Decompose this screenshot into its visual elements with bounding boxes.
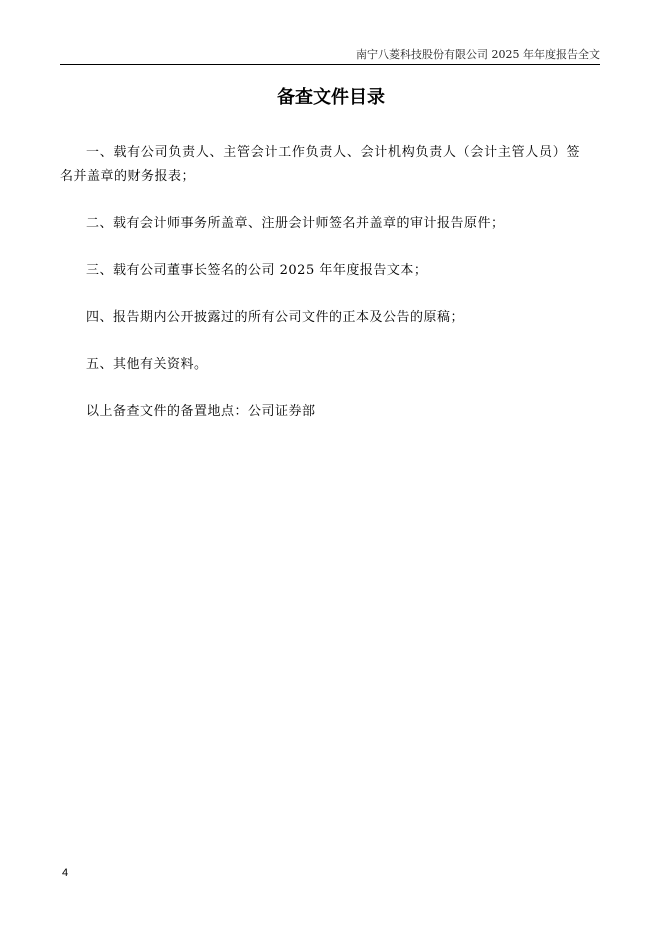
list-item: 五、其他有关资料。 xyxy=(86,357,208,372)
list-item: 四、报告期内公开披露过的所有公司文件的正本及公告的原稿； xyxy=(86,310,465,325)
page-header: 南宁八菱科技股份有限公司 2025 年年度报告全文 xyxy=(60,48,600,65)
document-title: 备查文件目录 xyxy=(277,87,385,108)
storage-location-note: 以上备查文件的备置地点：公司证券部 xyxy=(86,404,316,419)
list-item: 三、载有公司董事长签名的公司 2025 年年度报告文本； xyxy=(86,263,428,278)
page-number: 4 xyxy=(62,867,69,879)
list-item: 一、载有公司负责人、主管会计工作负责人、会计机构负责人（会计主管人员）签名并盖章的财务报表； xyxy=(60,145,580,184)
list-item: 二、载有会计师事务所盖章、注册会计师签名并盖章的审计报告原件； xyxy=(86,216,505,231)
document-body xyxy=(60,141,580,447)
